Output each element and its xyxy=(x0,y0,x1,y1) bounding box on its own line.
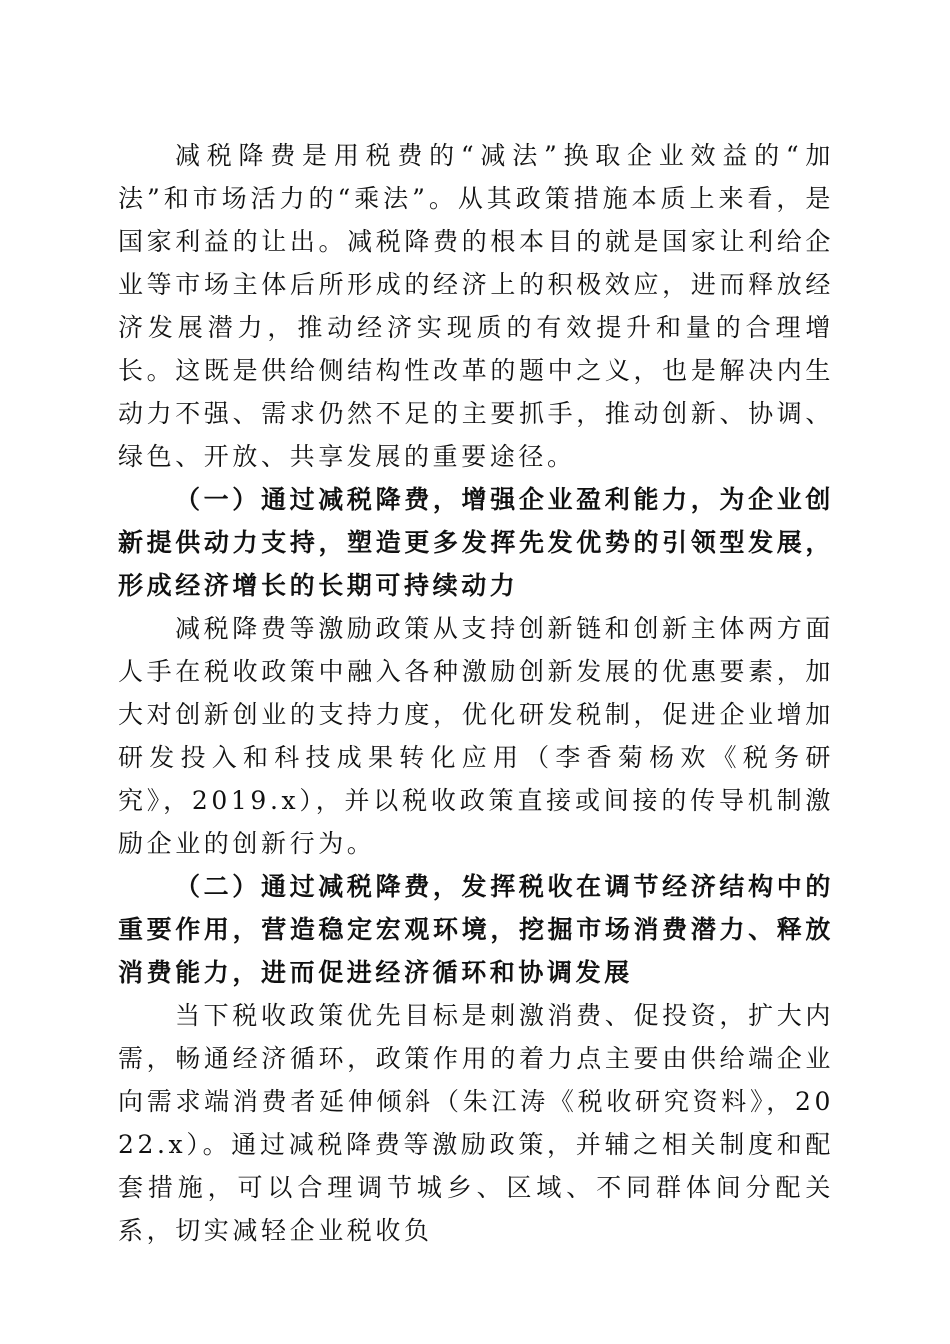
paragraph-intro: 减税降费是用税费的“减法”换取企业效益的“加法”和市场活力的“乘法”。从其政策措施本质上来看，是国家利益的让出。减税降费的根本目的就是国家让利给企业等市场主体后所形成的经济上的积极效应，进而释放经济发展潜力，推动经济实现质的有效提升和量的合理增长。这既是供给侧结构性改革的题中之义，也是解决内生动力不强、需求仍然不足的主要抓手，推动创新、协调、绿色、开放、共享发展的重要途径。 xyxy=(118,141,834,471)
section-heading-2: （二）通过减税降费，发挥税收在调节经济结构中的重要作用，营造稳定宏观环境，挖掘市场消费潜力、释放消费能力，进而促进经济循环和协调发展 xyxy=(118,872,834,987)
paragraph-section-2: 当下税收政策优先目标是刺激消费、促投资，扩大内需，畅通经济循环，政策作用的着力点主要由供给端企业向需求端消费者延伸倾斜（朱江涛《税收研究资料》，2022.x）。通过减税降费等激励政策，并辅之相关制度和配套措施，可以合理调节城乡、区域、不同群体间分配关系，切实减轻企业税收负 xyxy=(118,1001,834,1245)
section-heading-1: （一）通过减税降费，增强企业盈利能力，为企业创新提供动力支持，塑造更多发挥先发优势的引领型发展，形成经济增长的长期可持续动力 xyxy=(118,485,834,600)
paragraph-section-1: 减税降费等激励政策从支持创新链和创新主体两方面人手在税收政策中融入各种激励创新发展的优惠要素，加大对创新创业的支持力度，优化研发税制，促进企业增加研发投入和科技成果转化应用（李香菊杨欢《税务研究》，2019.x），并以税收政策直接或间接的传导机制激励企业的创新行为。 xyxy=(118,614,834,858)
document-body xyxy=(118,134,834,1252)
